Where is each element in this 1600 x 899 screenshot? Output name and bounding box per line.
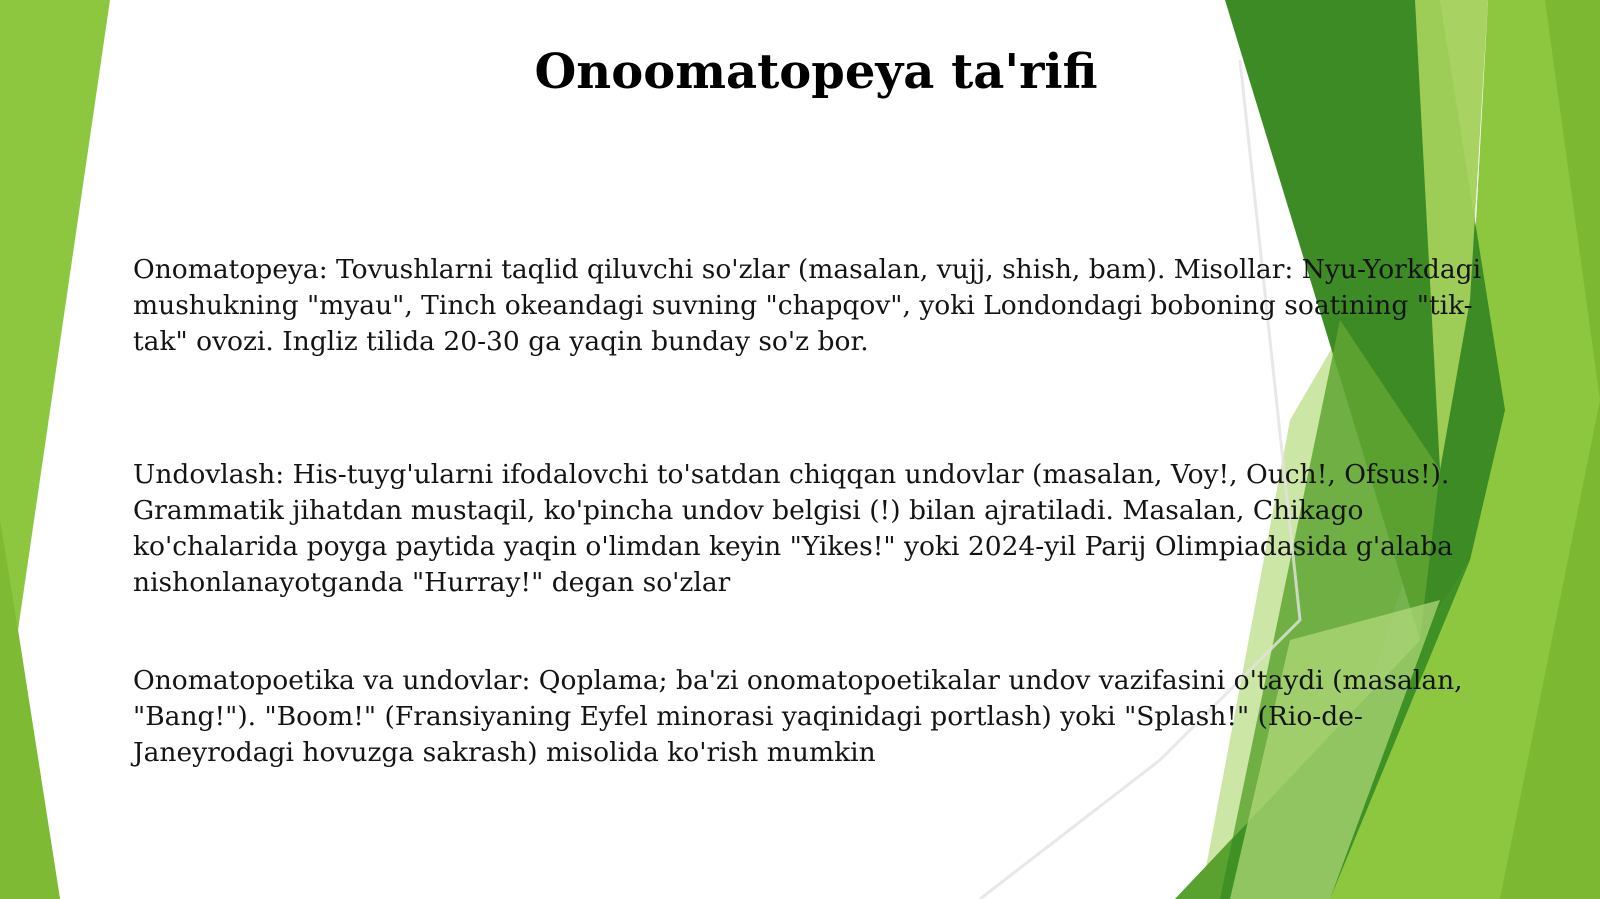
paragraph-onomatopeya: Onomatopeya: Tovushlarni taqlid qiluvchi so'zlar (masalan, vujj, shish, bam). Misollar: Nyu-Yorkdagi mushukning "myau", Tinch okeandagi suvning "chapqov", yoki Londondagi boboning soatining "tik-tak" ovozi. Ingliz tilida 20-30 ga yaqin bunday so'z bor. [133,254,1482,357]
slide-title-wrap [0,42,1600,102]
paragraph-onomatopoetika: Onomatopoetika va undovlar: Qoplama; ba'zi onomatopoetikalar undov vazifasini o'taydi (masalan, "Bang!"). "Boom!" (Fransiyaning Eyfel minorasi yaqinidagi portlash) yoki "Splash!" (Rio-de-Janeyrodagi hovuzga sakrash) misolida ko'rish mumkin [133,665,1463,768]
left-green-band-shade [0,520,60,899]
slide-title: Onoomatopeya ta'rifi [534,44,1098,100]
paragraph-undovlash: Undovlash: His-tuyg'ularni ifodalovchi to'satdan chiqqan undovlar (masalan, Voy!, Ouch!, Ofsus!). Grammatik jihatdan mustaqil, ko'pincha undov belgisi (!) bilan ajratiladi. Masalan, Chikago ko'chalarida poyga paytida yaqin o'limdan keyin "Yikes!" yoki 2024-yil Parij Olimpiadasida g'alaba nishonlanayotganda "Hurray!" degan so'zlar [133,459,1453,598]
